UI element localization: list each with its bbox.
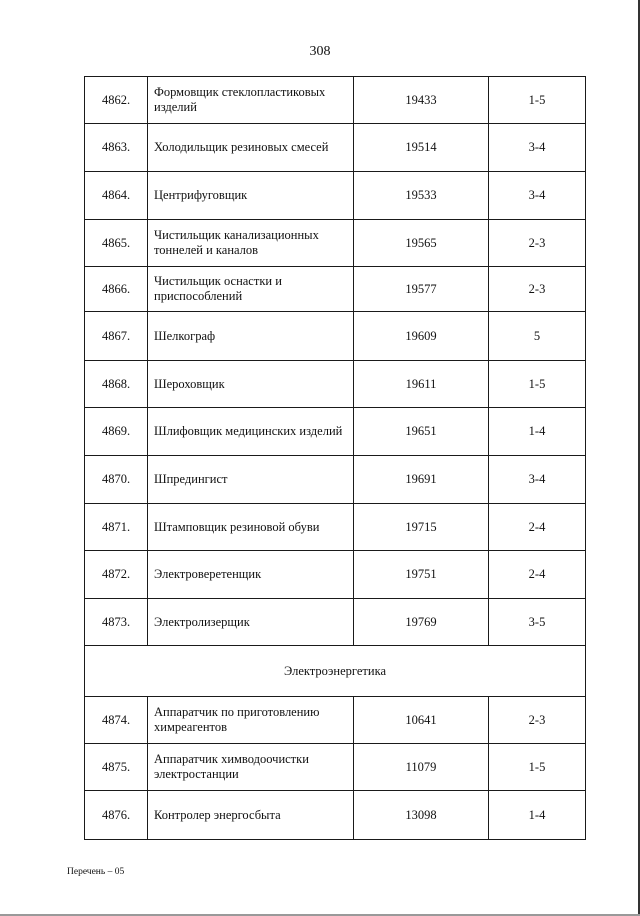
row-number: 4863. — [85, 124, 148, 172]
table-row — [85, 312, 586, 361]
profession-code: 19533 — [354, 172, 489, 220]
category-range: 1-4 — [489, 408, 586, 456]
profession-name: Формовщик стеклопластиковых изделий — [148, 77, 354, 124]
row-number: 4867. — [85, 312, 148, 361]
table-row — [85, 267, 586, 312]
category-range: 2-4 — [489, 551, 586, 599]
profession-code: 19609 — [354, 312, 489, 361]
section-title: Электроэнергетика — [85, 646, 586, 697]
profession-code: 19433 — [354, 77, 489, 124]
category-range: 3-4 — [489, 124, 586, 172]
table-row — [85, 408, 586, 456]
profession-code: 13098 — [354, 791, 489, 840]
row-number: 4872. — [85, 551, 148, 599]
section-row — [85, 646, 586, 697]
table-row — [85, 697, 586, 744]
row-number: 4868. — [85, 361, 148, 408]
profession-name: Электроверетенщик — [148, 551, 354, 599]
category-range: 1-5 — [489, 77, 586, 124]
profession-name: Центрифуговщик — [148, 172, 354, 220]
row-number: 4870. — [85, 456, 148, 504]
profession-name: Шероховщик — [148, 361, 354, 408]
table-row — [85, 791, 586, 840]
category-range: 1-5 — [489, 361, 586, 408]
category-range: 3-5 — [489, 599, 586, 646]
profession-code: 19691 — [354, 456, 489, 504]
profession-name: Шпредингист — [148, 456, 354, 504]
row-number: 4864. — [85, 172, 148, 220]
category-range: 2-4 — [489, 504, 586, 551]
category-range: 1-5 — [489, 744, 586, 791]
row-number: 4862. — [85, 77, 148, 124]
category-range: 3-4 — [489, 172, 586, 220]
row-number: 4876. — [85, 791, 148, 840]
footer-label: Перечень – 05 — [67, 867, 125, 877]
profession-name: Шелкограф — [148, 312, 354, 361]
row-number: 4869. — [85, 408, 148, 456]
row-number: 4875. — [85, 744, 148, 791]
table-row — [85, 551, 586, 599]
profession-name: Электролизерщик — [148, 599, 354, 646]
table-row — [85, 172, 586, 220]
profession-name: Аппаратчик химводоочистки электростанции — [148, 744, 354, 791]
category-range: 2-3 — [489, 697, 586, 744]
profession-code: 19514 — [354, 124, 489, 172]
profession-code: 11079 — [354, 744, 489, 791]
profession-name: Холодильщик резиновых смесей — [148, 124, 354, 172]
category-range: 1-4 — [489, 791, 586, 840]
row-number: 4871. — [85, 504, 148, 551]
profession-code: 19715 — [354, 504, 489, 551]
profession-code: 19751 — [354, 551, 489, 599]
profession-name: Аппаратчик по приготовлению химреагентов — [148, 697, 354, 744]
profession-name: Чистильщик оснастки и приспособлений — [148, 267, 354, 312]
table-row — [85, 744, 586, 791]
row-number: 4874. — [85, 697, 148, 744]
category-range: 2-3 — [489, 267, 586, 312]
table-row — [85, 77, 586, 124]
table-row — [85, 220, 586, 267]
profession-code: 19565 — [354, 220, 489, 267]
table-row — [85, 504, 586, 551]
table-row — [85, 456, 586, 504]
professions-table — [84, 76, 586, 840]
category-range: 3-4 — [489, 456, 586, 504]
profession-name: Штамповщик резиновой обуви — [148, 504, 354, 551]
row-number: 4865. — [85, 220, 148, 267]
row-number: 4873. — [85, 599, 148, 646]
profession-name: Чистильщик канализационных тоннелей и каналов — [148, 220, 354, 267]
profession-name: Контролер энергосбыта — [148, 791, 354, 840]
profession-code: 19769 — [354, 599, 489, 646]
table-row — [85, 599, 586, 646]
row-number: 4866. — [85, 267, 148, 312]
profession-name: Шлифовщик медицинских изделий — [148, 408, 354, 456]
profession-code: 19577 — [354, 267, 489, 312]
category-range: 2-3 — [489, 220, 586, 267]
table-row — [85, 124, 586, 172]
profession-code: 19651 — [354, 408, 489, 456]
category-range: 5 — [489, 312, 586, 361]
table-row — [85, 361, 586, 408]
page-number: 308 — [309, 44, 331, 59]
profession-code: 10641 — [354, 697, 489, 744]
profession-code: 19611 — [354, 361, 489, 408]
